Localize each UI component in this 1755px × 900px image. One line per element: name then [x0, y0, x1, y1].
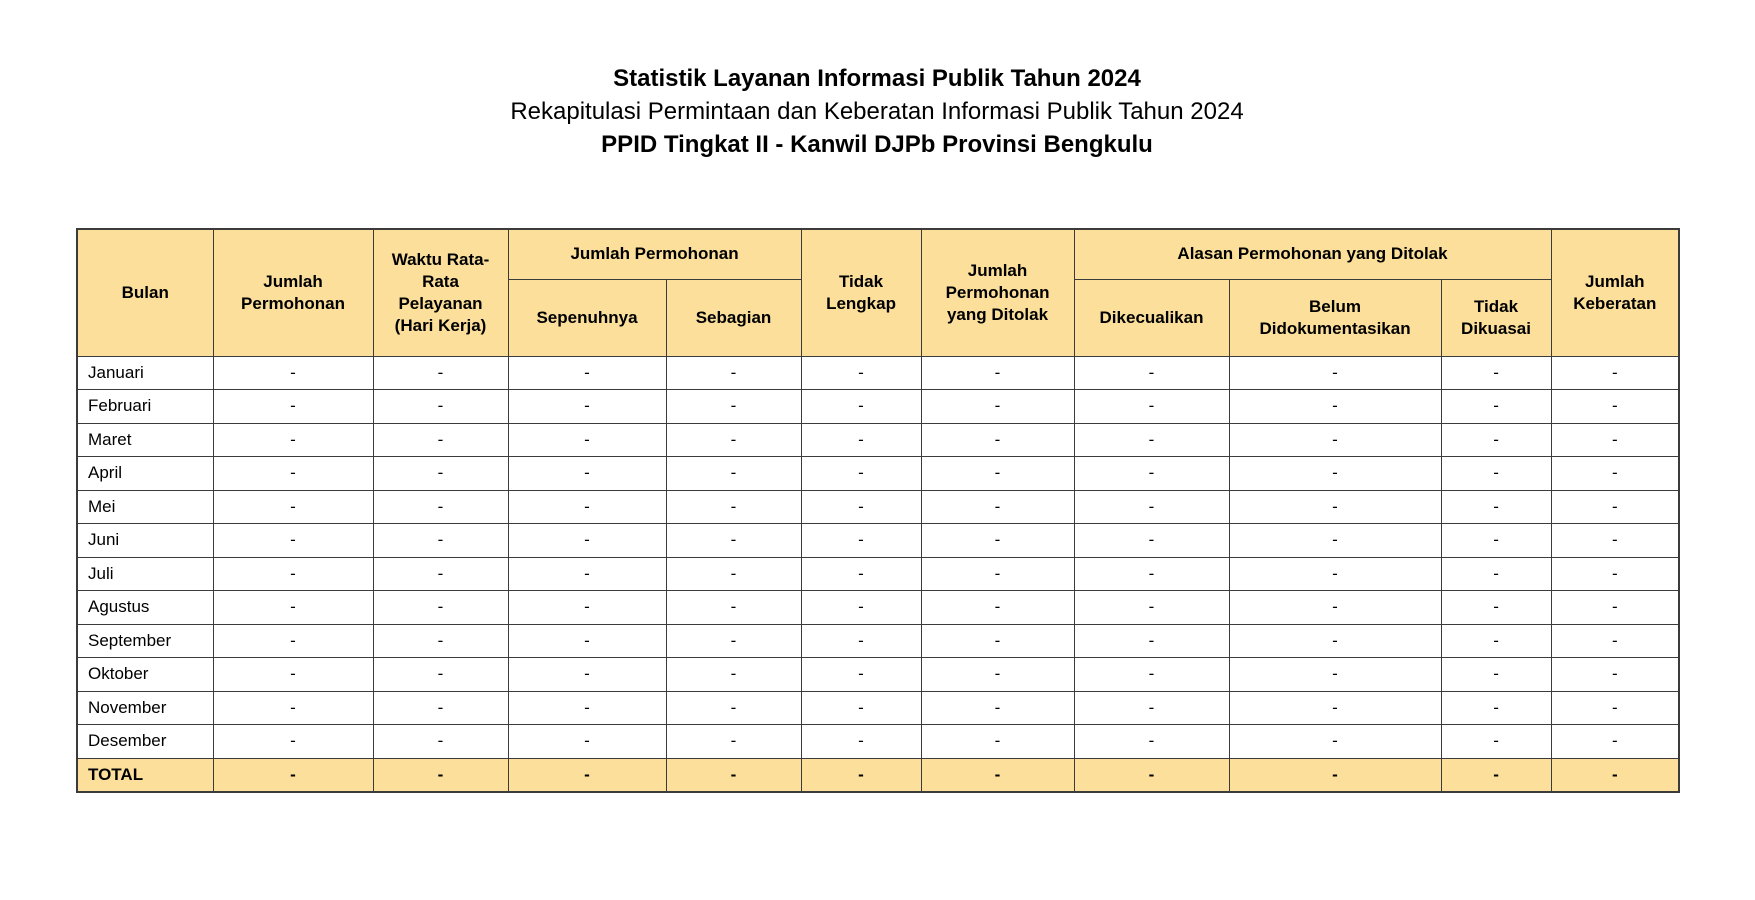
value-cell: -: [666, 524, 801, 558]
table-row-juli: [77, 557, 1679, 591]
value-cell: -: [373, 356, 508, 390]
total-value-cell: -: [1229, 758, 1441, 792]
table-row-oktober: [77, 658, 1679, 692]
total-value-cell: -: [666, 758, 801, 792]
month-cell: Februari: [77, 390, 213, 424]
value-cell: -: [213, 490, 373, 524]
column-header-tidak-lengkap: Tidak Lengkap: [801, 229, 921, 356]
value-cell: -: [666, 390, 801, 424]
value-cell: -: [666, 624, 801, 658]
value-cell: -: [1074, 557, 1229, 591]
page-organization: PPID Tingkat II - Kanwil DJPb Provinsi Bengkulu: [601, 131, 1153, 158]
page-title: Statistik Layanan Informasi Publik Tahun 2024: [613, 65, 1141, 92]
table-row-april: [77, 457, 1679, 491]
table-row-total: [77, 758, 1679, 792]
table-row-juni: [77, 524, 1679, 558]
statistics-table: [76, 228, 1680, 793]
value-cell: -: [373, 557, 508, 591]
value-cell: -: [1074, 490, 1229, 524]
value-cell: -: [921, 524, 1074, 558]
value-cell: -: [1229, 390, 1441, 424]
value-cell: -: [1441, 658, 1551, 692]
total-label: TOTAL: [77, 758, 213, 792]
value-cell: -: [1441, 591, 1551, 625]
value-cell: -: [508, 557, 666, 591]
value-cell: -: [1441, 390, 1551, 424]
value-cell: -: [373, 624, 508, 658]
total-value-cell: -: [801, 758, 921, 792]
value-cell: -: [801, 658, 921, 692]
value-cell: -: [666, 490, 801, 524]
value-cell: -: [801, 524, 921, 558]
value-cell: -: [921, 591, 1074, 625]
value-cell: -: [666, 423, 801, 457]
value-cell: -: [801, 490, 921, 524]
value-cell: -: [1551, 490, 1679, 524]
value-cell: -: [213, 624, 373, 658]
value-cell: -: [801, 557, 921, 591]
value-cell: -: [373, 457, 508, 491]
value-cell: -: [801, 390, 921, 424]
table-row-februari: [77, 390, 1679, 424]
column-header-dikecualikan: Dikecualikan: [1074, 279, 1229, 356]
value-cell: -: [1441, 624, 1551, 658]
value-cell: -: [801, 624, 921, 658]
value-cell: -: [1441, 691, 1551, 725]
column-header-waktu-rata-rata: Waktu Rata-Rata Pelayanan (Hari Kerja): [373, 229, 508, 356]
value-cell: -: [1551, 524, 1679, 558]
table-row-november: [77, 691, 1679, 725]
value-cell: -: [508, 591, 666, 625]
total-value-cell: -: [1551, 758, 1679, 792]
month-cell: Agustus: [77, 591, 213, 625]
value-cell: -: [1074, 356, 1229, 390]
month-cell: September: [77, 624, 213, 658]
value-cell: -: [801, 591, 921, 625]
value-cell: -: [1229, 557, 1441, 591]
table-row-desember: [77, 725, 1679, 759]
table-row-agustus: [77, 591, 1679, 625]
value-cell: -: [508, 457, 666, 491]
value-cell: -: [373, 658, 508, 692]
value-cell: -: [801, 725, 921, 759]
value-cell: -: [666, 658, 801, 692]
value-cell: -: [213, 390, 373, 424]
value-cell: -: [1441, 557, 1551, 591]
column-header-jumlah-keberatan: Jumlah Keberatan: [1551, 229, 1679, 356]
value-cell: -: [1074, 524, 1229, 558]
table-row-september: [77, 624, 1679, 658]
value-cell: -: [1229, 356, 1441, 390]
column-header-jumlah-ditolak: Jumlah Permohonan yang Ditolak: [921, 229, 1074, 356]
value-cell: -: [508, 390, 666, 424]
table-header: [77, 229, 1679, 356]
value-cell: -: [666, 356, 801, 390]
value-cell: -: [1551, 725, 1679, 759]
value-cell: -: [1551, 390, 1679, 424]
value-cell: -: [508, 691, 666, 725]
value-cell: -: [1074, 624, 1229, 658]
value-cell: -: [213, 658, 373, 692]
value-cell: -: [508, 725, 666, 759]
month-cell: Januari: [77, 356, 213, 390]
value-cell: -: [1074, 658, 1229, 692]
value-cell: -: [1229, 691, 1441, 725]
page-subtitle: Rekapitulasi Permintaan dan Keberatan Informasi Publik Tahun 2024: [510, 98, 1244, 125]
value-cell: -: [373, 490, 508, 524]
value-cell: -: [921, 457, 1074, 491]
value-cell: -: [1441, 725, 1551, 759]
value-cell: -: [213, 356, 373, 390]
value-cell: -: [921, 725, 1074, 759]
value-cell: -: [921, 423, 1074, 457]
value-cell: -: [1229, 490, 1441, 524]
month-cell: April: [77, 457, 213, 491]
value-cell: -: [1441, 457, 1551, 491]
value-cell: -: [1441, 423, 1551, 457]
value-cell: -: [1551, 691, 1679, 725]
value-cell: -: [1229, 524, 1441, 558]
table-row-januari: [77, 356, 1679, 390]
value-cell: -: [1229, 457, 1441, 491]
value-cell: -: [1074, 390, 1229, 424]
value-cell: -: [666, 591, 801, 625]
value-cell: -: [213, 591, 373, 625]
value-cell: -: [373, 591, 508, 625]
value-cell: -: [921, 390, 1074, 424]
value-cell: -: [801, 691, 921, 725]
table-body: [77, 356, 1679, 792]
column-header-jumlah-permohonan: Jumlah Permohonan: [213, 229, 373, 356]
value-cell: -: [1551, 356, 1679, 390]
month-cell: Oktober: [77, 658, 213, 692]
value-cell: -: [921, 691, 1074, 725]
value-cell: -: [373, 390, 508, 424]
value-cell: -: [508, 356, 666, 390]
value-cell: -: [1441, 356, 1551, 390]
value-cell: -: [1551, 591, 1679, 625]
total-value-cell: -: [1074, 758, 1229, 792]
belum-didokumentasikan-label: Belum Didokumentasikan: [1259, 296, 1411, 338]
value-cell: -: [1551, 624, 1679, 658]
column-header-tidak-dikuasai: Tidak Dikuasai: [1441, 279, 1551, 356]
column-header-sepenuhnya: Sepenuhnya: [508, 279, 666, 356]
month-cell: Maret: [77, 423, 213, 457]
value-cell: -: [801, 457, 921, 491]
total-value-cell: -: [508, 758, 666, 792]
value-cell: -: [1551, 658, 1679, 692]
value-cell: -: [1229, 725, 1441, 759]
value-cell: -: [373, 725, 508, 759]
value-cell: -: [508, 524, 666, 558]
value-cell: -: [213, 691, 373, 725]
value-cell: -: [1074, 457, 1229, 491]
column-header-sebagian: Sebagian: [666, 279, 801, 356]
value-cell: -: [921, 624, 1074, 658]
value-cell: -: [1441, 490, 1551, 524]
value-cell: -: [1551, 457, 1679, 491]
value-cell: -: [508, 624, 666, 658]
document-header: [76, 62, 1678, 161]
value-cell: -: [213, 423, 373, 457]
value-cell: -: [801, 423, 921, 457]
value-cell: -: [921, 356, 1074, 390]
value-cell: -: [1229, 591, 1441, 625]
value-cell: -: [213, 524, 373, 558]
value-cell: -: [213, 725, 373, 759]
value-cell: -: [921, 557, 1074, 591]
value-cell: -: [1229, 658, 1441, 692]
total-value-cell: -: [921, 758, 1074, 792]
group-header-jumlah-permohonan: Jumlah Permohonan: [508, 229, 801, 279]
value-cell: -: [1551, 557, 1679, 591]
value-cell: -: [508, 658, 666, 692]
value-cell: -: [1441, 524, 1551, 558]
month-cell: Juli: [77, 557, 213, 591]
month-cell: Juni: [77, 524, 213, 558]
table-row-mei: [77, 490, 1679, 524]
column-header-bulan: Bulan: [77, 229, 213, 356]
value-cell: -: [1229, 624, 1441, 658]
value-cell: -: [1551, 423, 1679, 457]
value-cell: -: [1074, 725, 1229, 759]
total-value-cell: -: [1441, 758, 1551, 792]
value-cell: -: [373, 691, 508, 725]
value-cell: -: [666, 557, 801, 591]
value-cell: -: [1229, 423, 1441, 457]
value-cell: -: [666, 457, 801, 491]
total-value-cell: -: [213, 758, 373, 792]
total-value-cell: -: [373, 758, 508, 792]
month-cell: Desember: [77, 725, 213, 759]
value-cell: -: [921, 658, 1074, 692]
value-cell: -: [508, 490, 666, 524]
column-header-belum-didokumentasikan: [1229, 279, 1441, 356]
value-cell: -: [508, 423, 666, 457]
value-cell: -: [213, 457, 373, 491]
value-cell: -: [666, 725, 801, 759]
value-cell: -: [1074, 591, 1229, 625]
value-cell: -: [213, 557, 373, 591]
value-cell: -: [1074, 423, 1229, 457]
value-cell: -: [801, 356, 921, 390]
group-header-alasan-ditolak: Alasan Permohonan yang Ditolak: [1074, 229, 1551, 279]
table-row-maret: [77, 423, 1679, 457]
month-cell: Mei: [77, 490, 213, 524]
month-cell: November: [77, 691, 213, 725]
value-cell: -: [373, 423, 508, 457]
value-cell: -: [666, 691, 801, 725]
value-cell: -: [921, 490, 1074, 524]
value-cell: -: [373, 524, 508, 558]
value-cell: -: [1074, 691, 1229, 725]
